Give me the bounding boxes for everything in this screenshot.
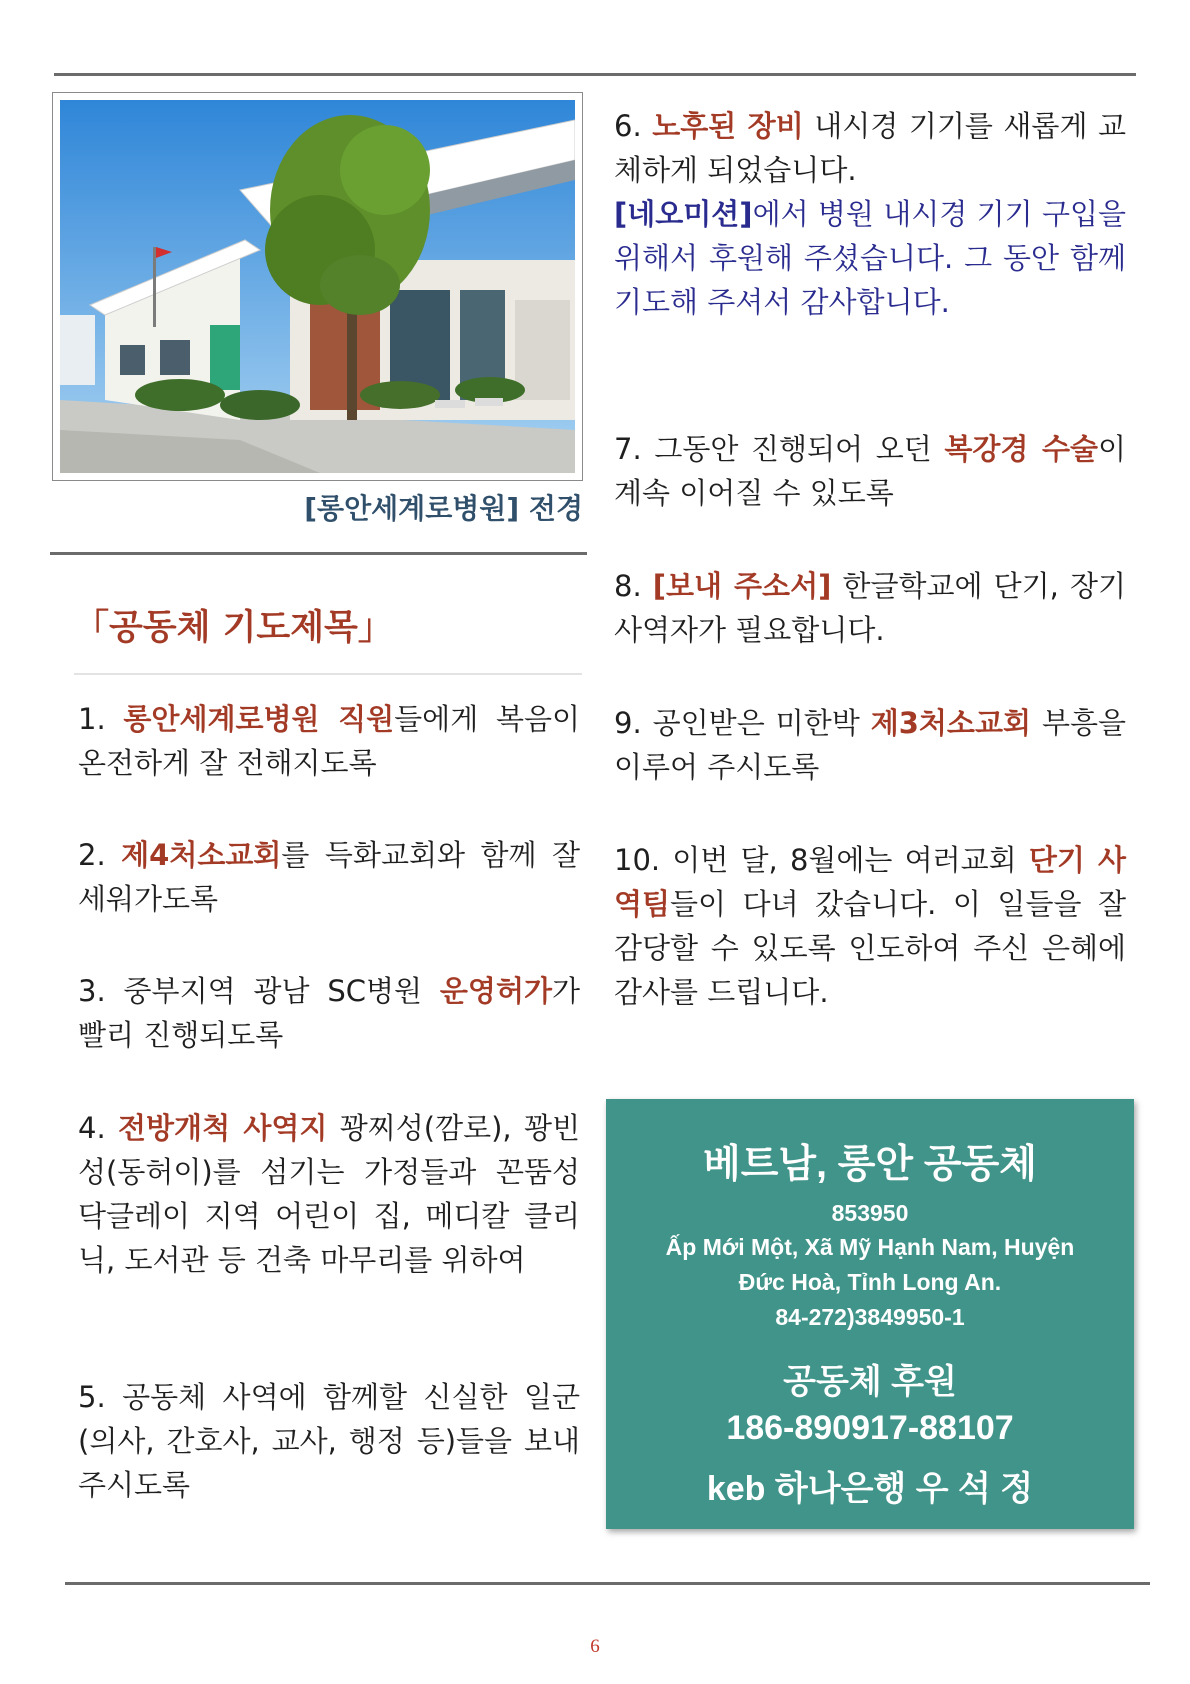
prayer-item-5: 5. 공동체 사역에 함께할 신실한 일군(의사, 간호사, 교사, 행정 등)들을 보내 주시도록	[78, 1380, 580, 1502]
prayer-item-9: 9. 공인받은 미한박 제3처소교회 부흥을 이루어 주시도록	[614, 706, 1126, 784]
green-door	[210, 325, 240, 390]
address-line-1: Ấp Mới Một, Xã Mỹ Hạnh Nam, Huyện	[665, 1234, 1075, 1260]
prayer-item-4: 4. 전방개척 사역지 꽝찌성(깜로), 꽝빈성(동허이)를 섬기는 가정들과 꼰뚬성 닥글레이 지역 어린이 집, 메디칼 클리닉, 도서관 등 건축 마무리를 위하여	[78, 1111, 580, 1277]
heading-underline	[74, 673, 582, 675]
section-heading: 「공동체 기도제목」	[74, 608, 393, 648]
left-section-rule	[50, 552, 587, 555]
community-title: 베트남, 롱안 공동체	[703, 1143, 1037, 1186]
support-title: 공동체 후원	[783, 1363, 957, 1401]
prayer-item-6: 6. 노후된 장비 내시경 기기를 새롭게 교체하게 되었습니다. [네오미션]에서 병원 내시경 기기 구입을 위해서 후원해 주셨습니다. 그 동안 함께 기도해 주셔서 감사합니다.	[614, 109, 1127, 319]
bank-account-holder: keb 하나은행 우 석 정	[706, 1470, 1034, 1508]
top-rule	[54, 73, 1136, 76]
prayer-item-3: 3. 중부지역 광남 SC병원 운영허가가 빨리 진행되도록	[78, 974, 580, 1052]
phone-number: 84-272)3849950-1	[775, 1304, 965, 1330]
prayer-item-7: 7. 그동안 진행되어 오던 복강경 수술이 계속 이어질 수 있도록	[614, 432, 1127, 510]
contact-panel	[606, 1099, 1134, 1529]
photo-caption: [롱안세계로병원] 전경	[304, 492, 583, 525]
prayer-item-2: 2. 제4처소교회를 득화교회와 함께 잘 세워가도록	[78, 838, 581, 916]
hospital-photo	[52, 92, 583, 481]
address-line-2: Đức Hoà, Tỉnh Long An.	[738, 1269, 1002, 1295]
account-number: 186-890917-88107	[726, 1409, 1014, 1447]
bottom-rule	[65, 1582, 1150, 1585]
hospital-photo-image	[60, 100, 575, 473]
prayer-item-8: 8. [보내 주소서] 한글학교에 단기, 장기 사역자가 필요합니다.	[614, 569, 1126, 647]
page-number: 6	[590, 1636, 600, 1657]
prayer-item-10: 10. 이번 달, 8월에는 여러교회 단기 사역팀들이 다녀 갔습니다. 이 일들을 잘 감당할 수 있도록 인도하여 주신 은혜에 감사를 드립니다.	[614, 843, 1127, 1009]
postal-code: 853950	[831, 1200, 909, 1226]
prayer-item-1: 1. 롱안세계로병원 직원들에게 복음이 온전하게 잘 전해지도록	[78, 702, 580, 780]
